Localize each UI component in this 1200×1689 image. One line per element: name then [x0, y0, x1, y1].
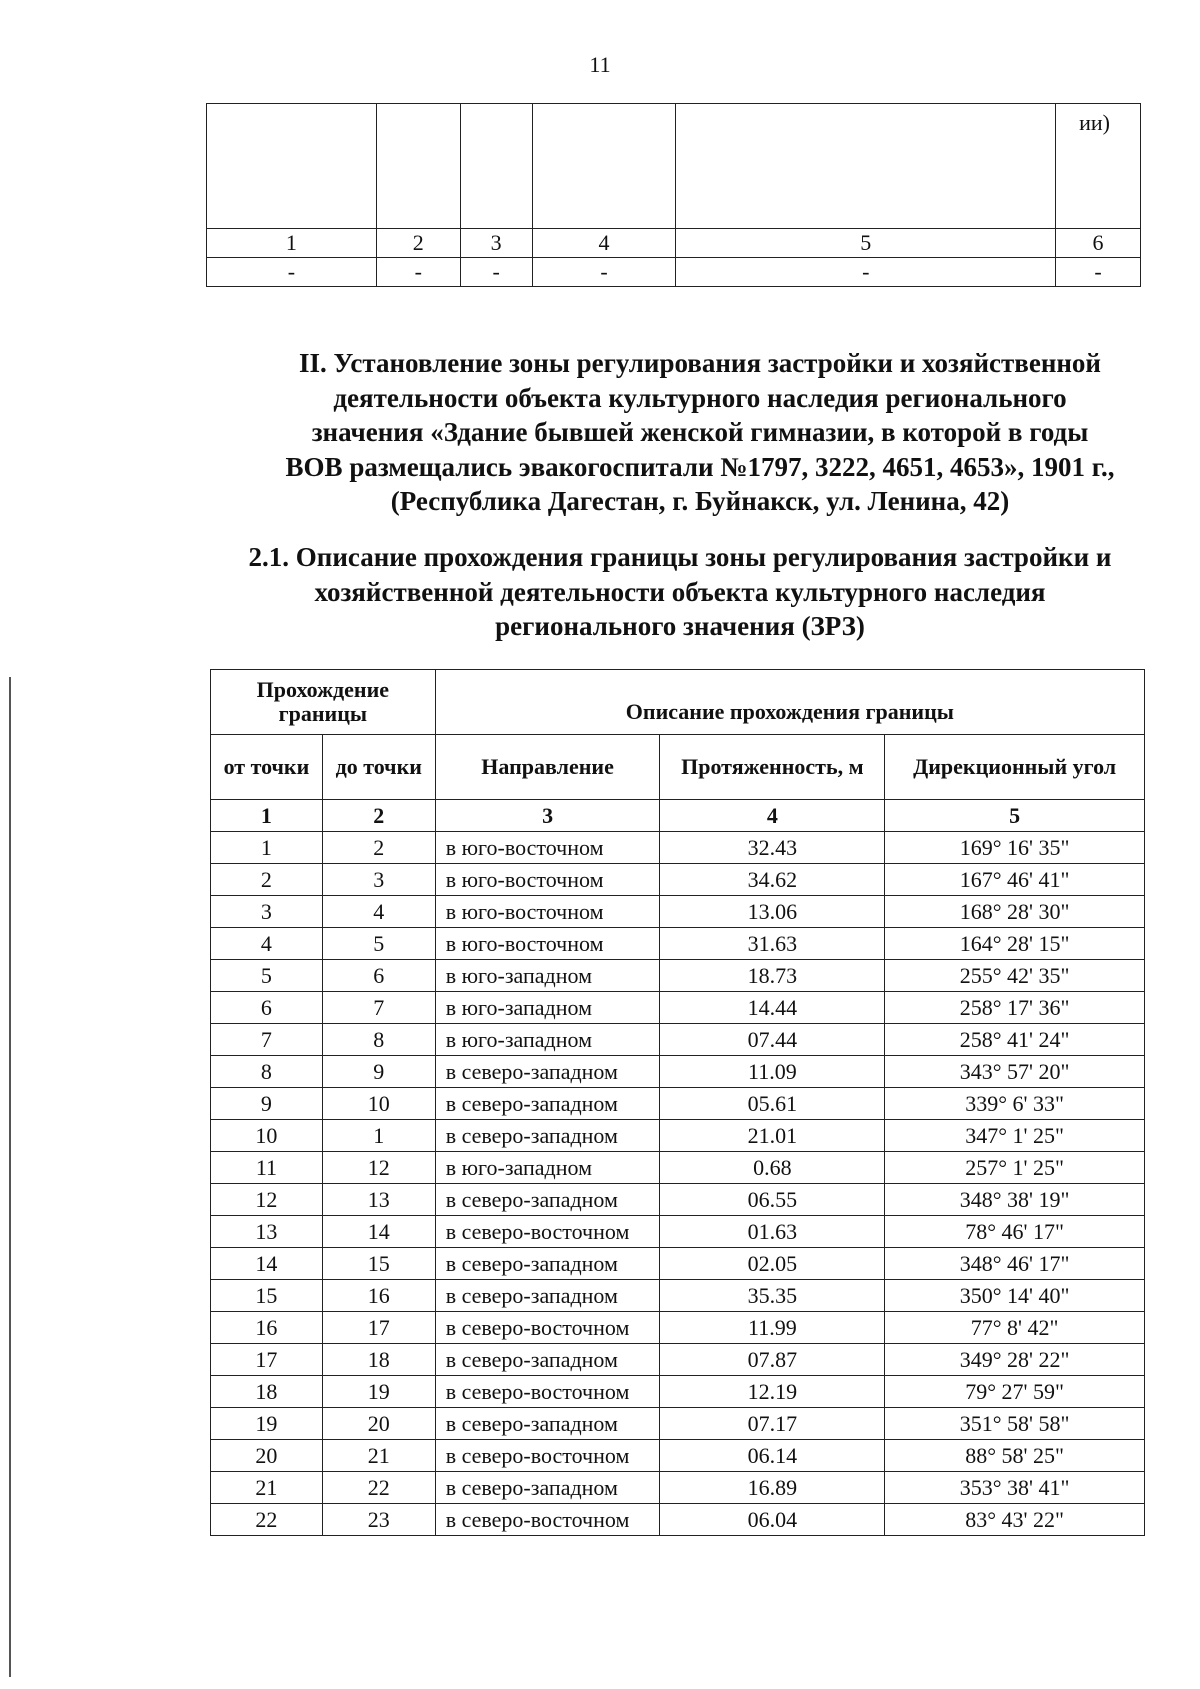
continuation-table	[206, 103, 1141, 287]
cell-length: 21.01	[660, 1120, 885, 1152]
column-number: 4	[532, 229, 676, 258]
table-row	[211, 1088, 1145, 1120]
cell-direction: в северо-западном	[435, 1344, 660, 1376]
cell-angle: 257° 1' 25"	[885, 1152, 1145, 1184]
cell-length: 07.87	[660, 1344, 885, 1376]
cell-direction: в северо-восточном	[435, 1440, 660, 1472]
dash-cell: -	[532, 258, 676, 287]
section-two-one-title	[210, 540, 1150, 644]
cell-angle: 349° 28' 22"	[885, 1344, 1145, 1376]
cell-from: 6	[211, 992, 323, 1024]
cell-length: 06.55	[660, 1184, 885, 1216]
cell-from: 2	[211, 864, 323, 896]
cell-direction: в северо-восточном	[435, 1216, 660, 1248]
cell-to: 12	[322, 1152, 435, 1184]
from-point-header: от точки	[211, 735, 323, 800]
column-number-row	[211, 800, 1145, 832]
cell-angle: 79° 27' 59"	[885, 1376, 1145, 1408]
cell-from: 19	[211, 1408, 323, 1440]
cell-angle: 169° 16' 35"	[885, 832, 1145, 864]
cell-direction: в юго-восточном	[435, 864, 660, 896]
dash-cell: -	[676, 258, 1056, 287]
cell-from: 12	[211, 1184, 323, 1216]
cell-angle: 83° 43' 22"	[885, 1504, 1145, 1536]
table-row	[211, 960, 1145, 992]
continuation-header-row	[207, 104, 1141, 229]
cell-length: 01.63	[660, 1216, 885, 1248]
cell-to: 19	[322, 1376, 435, 1408]
table-row	[211, 1472, 1145, 1504]
cell-direction: в юго-восточном	[435, 832, 660, 864]
cell-angle: 88° 58' 25"	[885, 1440, 1145, 1472]
cell-length: 05.61	[660, 1088, 885, 1120]
cell-angle: 339° 6' 33"	[885, 1088, 1145, 1120]
cell-from: 18	[211, 1376, 323, 1408]
empty-data-row	[207, 258, 1141, 287]
cell-from: 17	[211, 1344, 323, 1376]
table-row	[211, 1280, 1145, 1312]
length-header: Протяженность, м	[660, 735, 885, 800]
cell-direction: в северо-западном	[435, 1248, 660, 1280]
dash-cell: -	[460, 258, 532, 287]
cell-length: 12.19	[660, 1376, 885, 1408]
cell-to: 16	[322, 1280, 435, 1312]
table-row	[211, 1408, 1145, 1440]
cell-length: 06.04	[660, 1504, 885, 1536]
title-line: хозяйственной деятельности объекта культурного наследия	[314, 576, 1046, 607]
cell-from: 9	[211, 1088, 323, 1120]
table-row	[211, 1440, 1145, 1472]
cell-direction: в юго-западном	[435, 960, 660, 992]
cell-direction: в юго-западном	[435, 992, 660, 1024]
header-cell	[376, 104, 460, 229]
title-line: (Республика Дагестан, г. Буйнакск, ул. Ленина, 42)	[390, 486, 1010, 516]
scan-margin-line	[9, 677, 11, 1677]
cell-to: 14	[322, 1216, 435, 1248]
header-cell	[532, 104, 676, 229]
partial-header-cell: ии)	[1056, 104, 1141, 229]
table-row	[211, 896, 1145, 928]
cell-from: 1	[211, 832, 323, 864]
cell-to: 13	[322, 1184, 435, 1216]
title-line: деятельности объекта культурного наследия регионального	[333, 382, 1067, 413]
cell-direction: в юго-западном	[435, 1024, 660, 1056]
table-row	[211, 1312, 1145, 1344]
cell-angle: 77° 8' 42"	[885, 1312, 1145, 1344]
cell-from: 15	[211, 1280, 323, 1312]
cell-to: 22	[322, 1472, 435, 1504]
title-line: значения «Здание бывшей женской гимназии, в которой в годы	[311, 417, 1089, 447]
cell-direction: в юго-западном	[435, 1152, 660, 1184]
cell-length: 18.73	[660, 960, 885, 992]
direction-header: Направление	[435, 735, 660, 800]
cell-angle: 168° 28' 30"	[885, 896, 1145, 928]
table-row	[211, 832, 1145, 864]
cell-angle: 164° 28' 15"	[885, 928, 1145, 960]
cell-length: 11.99	[660, 1312, 885, 1344]
cell-direction: в северо-восточном	[435, 1376, 660, 1408]
title-line: 2.1. Описание прохождения границы зоны регулирования застройки и	[248, 542, 1112, 572]
column-number: 5	[885, 800, 1145, 832]
cell-angle: 348° 38' 19"	[885, 1184, 1145, 1216]
cell-to: 21	[322, 1440, 435, 1472]
table-row	[211, 1216, 1145, 1248]
cell-direction: в северо-восточном	[435, 1312, 660, 1344]
section-two-title	[250, 346, 1150, 519]
column-number: 1	[207, 229, 377, 258]
cell-from: 7	[211, 1024, 323, 1056]
cell-from: 5	[211, 960, 323, 992]
cell-angle: 258° 41' 24"	[885, 1024, 1145, 1056]
angle-header: Дирекционный угол	[885, 735, 1145, 800]
table-row	[211, 1056, 1145, 1088]
header-cell	[460, 104, 532, 229]
cell-angle: 343° 57' 20"	[885, 1056, 1145, 1088]
table-row	[211, 864, 1145, 896]
cell-from: 4	[211, 928, 323, 960]
cell-length: 34.62	[660, 864, 885, 896]
cell-angle: 258° 17' 36"	[885, 992, 1145, 1024]
cell-to: 6	[322, 960, 435, 992]
cell-to: 7	[322, 992, 435, 1024]
table-row	[211, 1504, 1145, 1536]
table-row	[211, 1120, 1145, 1152]
passage-header: Прохождение границы	[211, 670, 436, 735]
to-point-header: до точки	[322, 735, 435, 800]
cell-to: 17	[322, 1312, 435, 1344]
cell-from: 16	[211, 1312, 323, 1344]
cell-length: 31.63	[660, 928, 885, 960]
cell-to: 23	[322, 1504, 435, 1536]
cell-to: 18	[322, 1344, 435, 1376]
dash-cell: -	[1056, 258, 1141, 287]
column-number: 3	[460, 229, 532, 258]
cell-length: 32.43	[660, 832, 885, 864]
cell-direction: в юго-восточном	[435, 896, 660, 928]
column-number-row	[207, 229, 1141, 258]
cell-length: 07.17	[660, 1408, 885, 1440]
cell-angle: 348° 46' 17"	[885, 1248, 1145, 1280]
table-row	[211, 1152, 1145, 1184]
cell-to: 20	[322, 1408, 435, 1440]
title-line: регионального значения (ЗРЗ)	[495, 611, 865, 641]
cell-to: 5	[322, 928, 435, 960]
cell-direction: в северо-западном	[435, 1088, 660, 1120]
cell-to: 3	[322, 864, 435, 896]
cell-from: 13	[211, 1216, 323, 1248]
column-number: 2	[322, 800, 435, 832]
table-row	[211, 992, 1145, 1024]
cell-to: 9	[322, 1056, 435, 1088]
column-number: 6	[1056, 229, 1141, 258]
table-row	[211, 1024, 1145, 1056]
cell-direction: в северо-западном	[435, 1056, 660, 1088]
cell-angle: 78° 46' 17"	[885, 1216, 1145, 1248]
cell-angle: 167° 46' 41"	[885, 864, 1145, 896]
table-row	[211, 1248, 1145, 1280]
cell-direction: в северо-западном	[435, 1472, 660, 1504]
cell-length: 06.14	[660, 1440, 885, 1472]
cell-angle: 351° 58' 58"	[885, 1408, 1145, 1440]
cell-direction: в северо-восточном	[435, 1504, 660, 1536]
cell-to: 15	[322, 1248, 435, 1280]
table-row	[211, 1376, 1145, 1408]
cell-angle: 347° 1' 25"	[885, 1120, 1145, 1152]
description-header: Описание прохождения границы	[435, 670, 1144, 735]
cell-length: 13.06	[660, 896, 885, 928]
table-row	[211, 1184, 1145, 1216]
header-cell	[207, 104, 377, 229]
cell-from: 8	[211, 1056, 323, 1088]
cell-direction: в северо-западном	[435, 1184, 660, 1216]
cell-from: 11	[211, 1152, 323, 1184]
cell-length: 35.35	[660, 1280, 885, 1312]
table-row	[211, 928, 1145, 960]
cell-length: 07.44	[660, 1024, 885, 1056]
cell-length: 16.89	[660, 1472, 885, 1504]
cell-from: 3	[211, 896, 323, 928]
boundary-rows	[211, 832, 1145, 1536]
cell-direction: в юго-восточном	[435, 928, 660, 960]
cell-from: 14	[211, 1248, 323, 1280]
cell-from: 10	[211, 1120, 323, 1152]
column-number: 3	[435, 800, 660, 832]
cell-to: 8	[322, 1024, 435, 1056]
dash-cell: -	[376, 258, 460, 287]
title-line: II. Установление зоны регулирования застройки и хозяйственной	[299, 348, 1101, 378]
column-number: 4	[660, 800, 885, 832]
cell-to: 10	[322, 1088, 435, 1120]
cell-angle: 255° 42' 35"	[885, 960, 1145, 992]
cell-angle: 353° 38' 41"	[885, 1472, 1145, 1504]
cell-direction: в северо-западном	[435, 1120, 660, 1152]
cell-from: 21	[211, 1472, 323, 1504]
cell-to: 2	[322, 832, 435, 864]
column-number: 1	[211, 800, 323, 832]
title-line: ВОВ размещались эвакогоспитали №1797, 3222, 4651, 4653», 1901 г.,	[285, 451, 1115, 482]
header-cell	[676, 104, 1056, 229]
cell-from: 20	[211, 1440, 323, 1472]
cell-to: 1	[322, 1120, 435, 1152]
cell-length: 11.09	[660, 1056, 885, 1088]
table-row	[211, 1344, 1145, 1376]
boundary-table	[210, 669, 1145, 1536]
column-number: 5	[676, 229, 1056, 258]
cell-length: 0.68	[660, 1152, 885, 1184]
cell-length: 02.05	[660, 1248, 885, 1280]
header-row	[211, 670, 1145, 735]
cell-direction: в северо-западном	[435, 1408, 660, 1440]
cell-direction: в северо-западном	[435, 1280, 660, 1312]
cell-length: 14.44	[660, 992, 885, 1024]
column-number: 2	[376, 229, 460, 258]
cell-to: 4	[322, 896, 435, 928]
page-number: 11	[589, 52, 611, 77]
cell-angle: 350° 14' 40"	[885, 1280, 1145, 1312]
dash-cell: -	[207, 258, 377, 287]
cell-from: 22	[211, 1504, 323, 1536]
